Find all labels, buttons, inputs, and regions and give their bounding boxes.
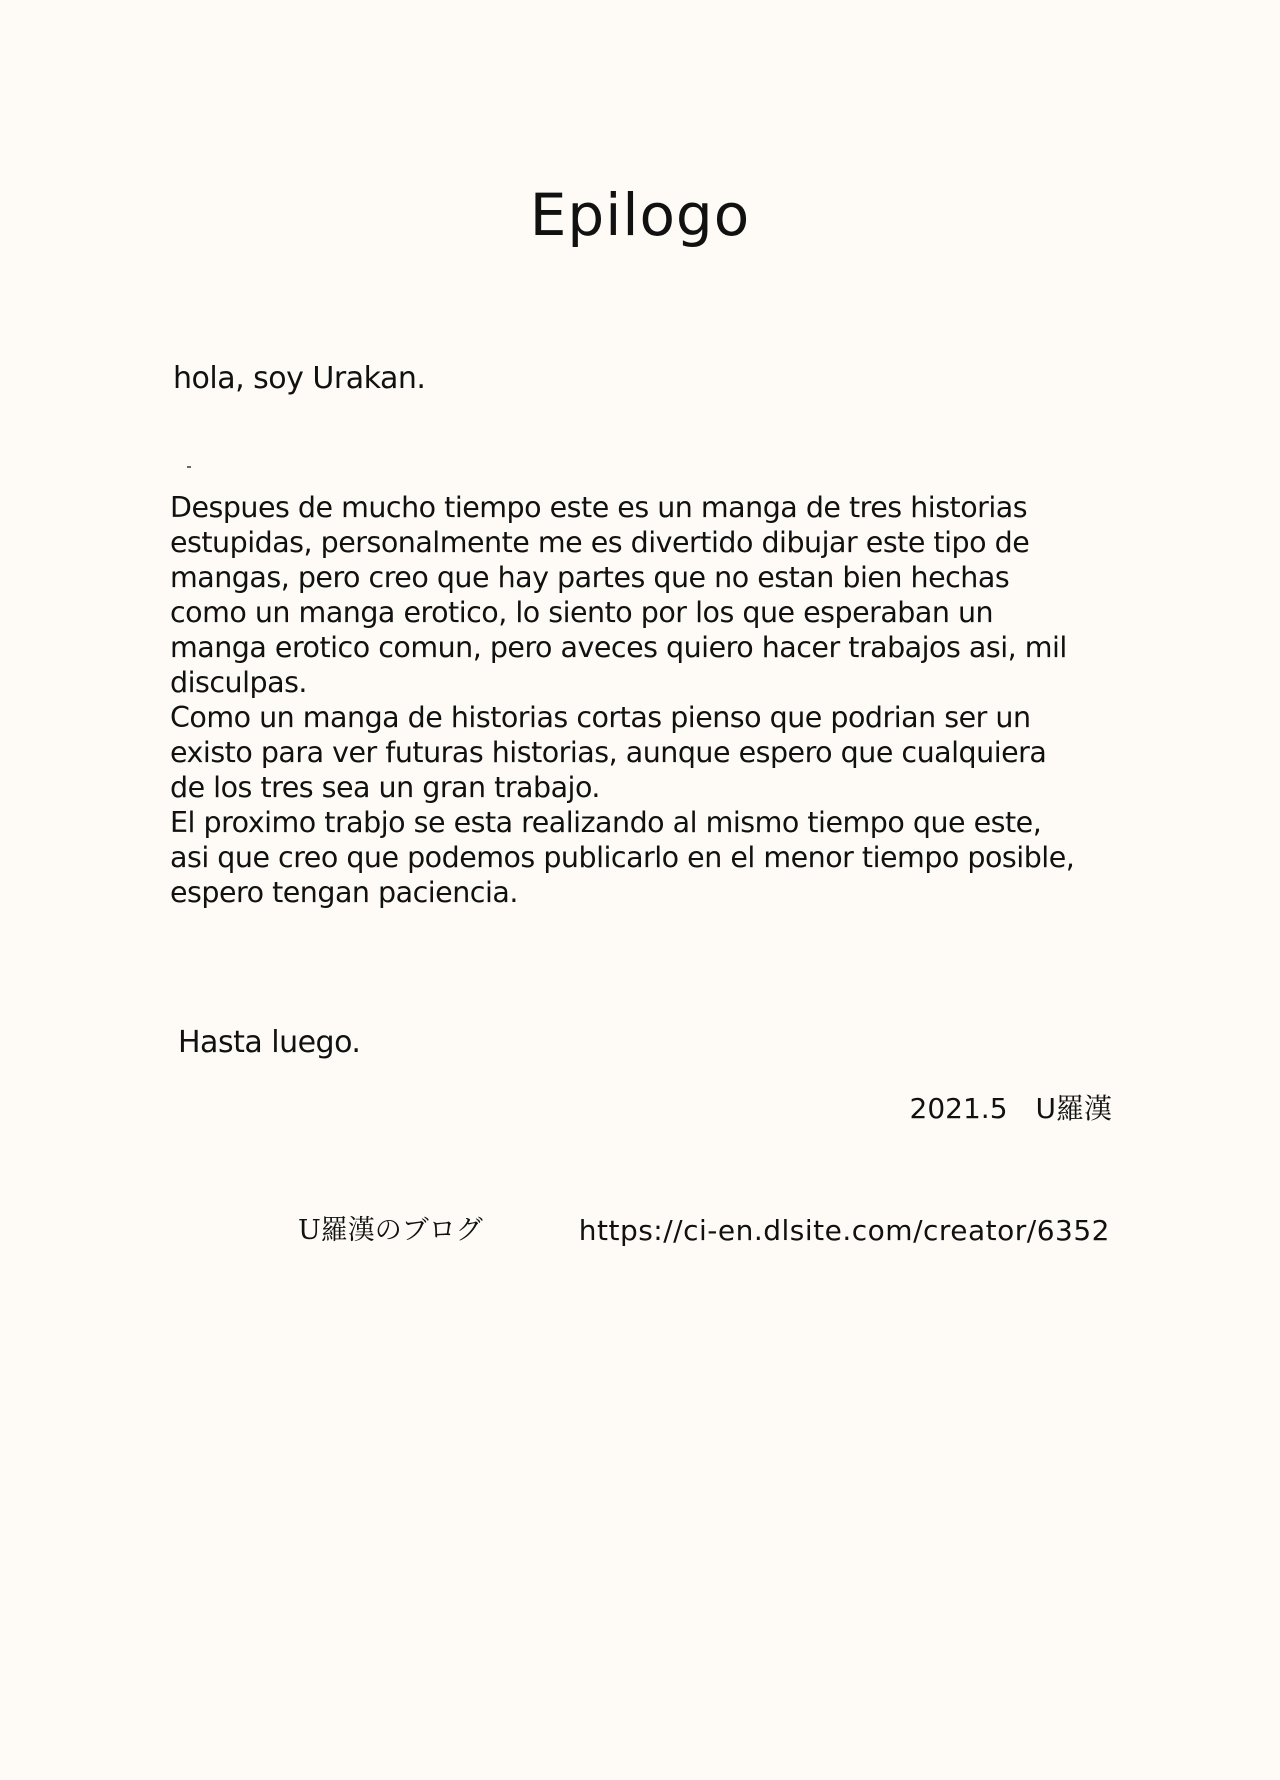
body-line: asi que creo que podemos publicarlo en el menor tiempo posible, bbox=[170, 841, 1075, 874]
body-line: manga erotico comun, pero aveces quiero hacer trabajos asi, mil bbox=[170, 631, 1067, 664]
page-title: Epilogo bbox=[529, 181, 751, 249]
greeting-text: hola, soy Urakan. bbox=[173, 361, 426, 396]
closing-text: Hasta luego. bbox=[178, 1025, 361, 1060]
body-line: disculpas. bbox=[170, 666, 307, 699]
body-line: Despues de mucho tiempo este es un manga de tres historias bbox=[170, 491, 1028, 524]
body-line: de los tres sea un gran trabajo. bbox=[170, 771, 600, 804]
epilogue-body bbox=[170, 490, 1140, 910]
body-line: mangas, pero creo que hay partes que no estan bien hechas bbox=[170, 561, 1010, 594]
stray-mark bbox=[187, 466, 191, 468]
body-line: como un manga erotico, lo siento por los que esperaban un bbox=[170, 596, 994, 629]
date-signature: 2021.5 U羅漢 bbox=[909, 1092, 1112, 1125]
blog-url: https://ci-en.dlsite.com/creator/6352 bbox=[578, 1214, 1110, 1247]
body-line: Como un manga de historias cortas pienso que podrian ser un bbox=[170, 701, 1031, 734]
body-line: El proximo trabjo se esta realizando al mismo tiempo que este, bbox=[170, 806, 1042, 839]
body-line: existo para ver futuras historias, aunque espero que cualquiera bbox=[170, 736, 1047, 769]
blog-label: U羅漢のブログ bbox=[298, 1215, 483, 1246]
body-line: espero tengan paciencia. bbox=[170, 876, 518, 909]
body-line: estupidas, personalmente me es divertido dibujar este tipo de bbox=[170, 526, 1030, 559]
